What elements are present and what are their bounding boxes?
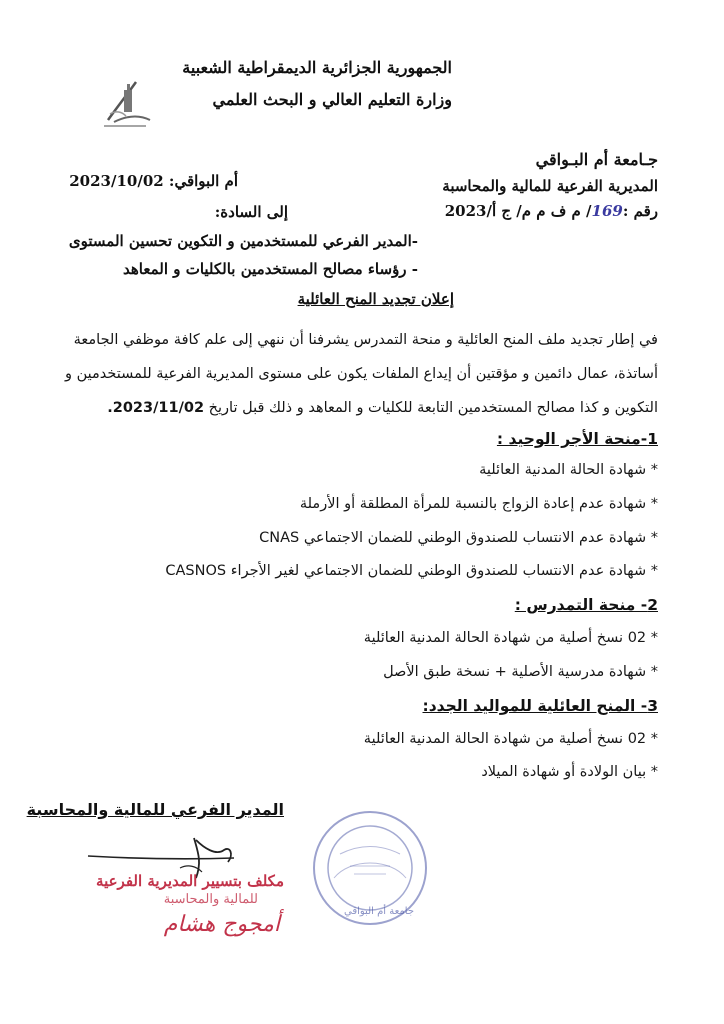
reference-prefix: رقم : (622, 202, 658, 220)
recipient-line-1: -المدير الفرعي للمستخدمين و التكوين تحسين المستوى (68, 232, 418, 250)
stamp-line-1: مكلف بتسيير المديرية الفرعية (96, 872, 284, 890)
section-3-title: 3- المنح العائلية للمواليد الجدد: (422, 697, 658, 715)
intro-line-3-text: التكوين و كذا مصالح المستخدمين التابعة للكليات و المعاهد و ذلك قبل تاريخ (208, 400, 658, 416)
recipient-line-2: - رؤساء مصالح المستخدمين بالكليات و المعاهد (123, 260, 418, 278)
section-2-title: 2- منحة التمدرس : (514, 596, 658, 614)
section-1-item-2: * شهادة عدم إعادة الزواج بالنسبة للمرأة المطلقة أو الأرملة (299, 496, 658, 512)
date-line: أم البواقي: 2023/10/02 (69, 172, 238, 190)
section-2-item-1: * 02 نسخ أصلية من شهادة الحالة المدنية العائلية (363, 630, 658, 646)
section-1-item-3: * شهادة عدم الانتساب للصندوق الوطني للضمان الاجتماعي CNAS (259, 530, 658, 546)
intro-line-2: أساتذة، عمال دائمين و مؤقتين أن إيداع الملفات يكون على مستوى المديرية الفرعية للمستخدمين و (65, 366, 658, 382)
section-1-item-4: * شهادة عدم الانتساب للصندوق الوطني للضمان الاجتماعي لغير الأجراء CASNOS (165, 563, 658, 579)
seal-text: جامعة أم البواقي (344, 906, 414, 917)
subject-title: إعلان تجديد المنح العائلية (297, 290, 454, 308)
signature-title: المدير الفرعي للمالية والمحاسبة (26, 800, 284, 819)
stamp-line-2: للمالية والمحاسبة (163, 892, 258, 907)
intro-line-3 (107, 400, 658, 416)
intro-line-1: في إطار تجديد ملف المنح العائلية و منحة التمدرس يشرفنا أن ننهي إلى علم كافة موظفي الجامعة (73, 332, 658, 348)
signatory-name: أمجوج هشام (163, 912, 280, 937)
reference-number (445, 202, 658, 220)
recipients-to: إلى السادة: (214, 203, 288, 221)
section-1-title: 1-منحة الأجر الوحيد : (496, 430, 658, 448)
directorate-name: المديرية الفرعية للمالية والمحاسبة (442, 177, 658, 195)
deadline-date: 2023/11/02. (107, 400, 205, 416)
university-logo-icon (96, 76, 156, 134)
reference-handwritten-number: 169 (591, 202, 623, 220)
university-name: جـامعة أم البـواقي (535, 150, 658, 169)
section-1-item-1: * شهادة الحالة المدنية العائلية (479, 462, 658, 478)
ministry-header: وزارة التعليم العالي و البحث العلمي (212, 90, 452, 109)
section-3-item-1: * 02 نسخ أصلية من شهادة الحالة المدنية العائلية (363, 731, 658, 747)
section-2-item-2: * شهادة مدرسية الأصلية + نسخة طبق الأصل (383, 664, 658, 680)
republic-header: الجمهورية الجزائرية الديمقراطية الشعبية (182, 58, 452, 77)
section-3-item-2: * بيان الولادة أو شهادة الميلاد (481, 764, 658, 780)
reference-suffix: / م ف م م/ ج أ/2023 (444, 202, 592, 220)
